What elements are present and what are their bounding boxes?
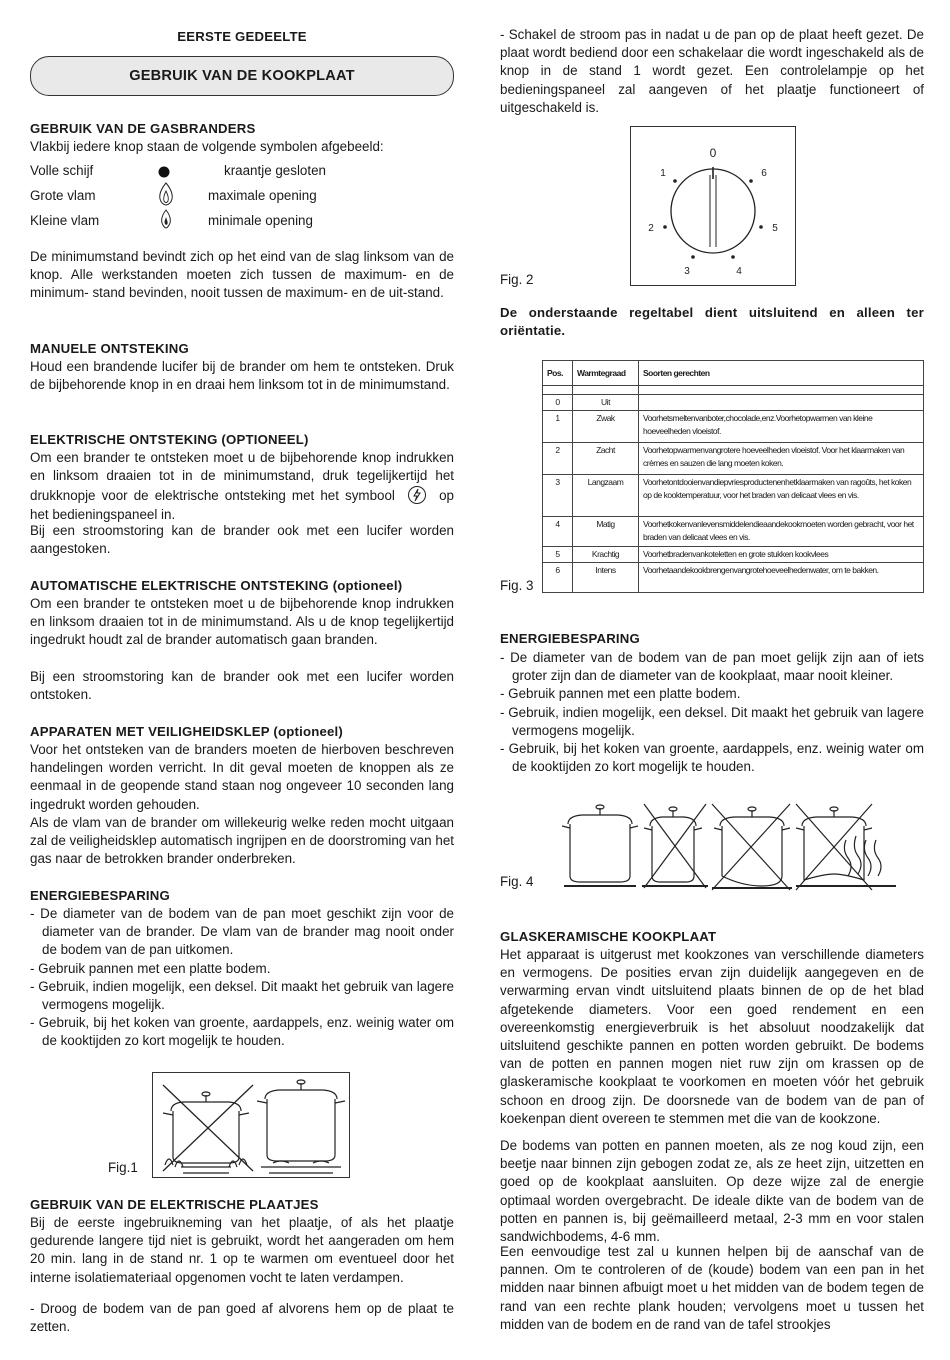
- list-item: - De diameter van de bodem van de pan moet geschikt zijn voor de diameter van de brander. De vlam van de brander mag nooit onder de bodem van de pan uitkomen.: [30, 906, 454, 958]
- list-item: - Gebruik, indien mogelijk, een deksel. Dit maakt het gebruik van lagere vermogens mogelijk.: [30, 978, 454, 1013]
- table-cell-warmte: Langzaam: [573, 475, 639, 517]
- table-cell-pos: 2: [543, 443, 573, 475]
- full-disc-icon: [158, 166, 170, 178]
- symbol-row-max: [30, 188, 454, 208]
- ignition-icon: [407, 485, 427, 505]
- table-row: [543, 411, 924, 443]
- main-title: GEBRUIK VAN DE KOOKPLAAT: [129, 68, 355, 84]
- safety-text2: Als de vlam van de brander om willekeurig welke reden mocht uitgaan zal de veiligheidsklep automatisch ingrijpen en de doorstroming van het gas naar de betrokken brander onderbreken.: [30, 815, 454, 867]
- dial-label-1: 1: [660, 168, 666, 179]
- table-header: Pos.: [543, 361, 573, 386]
- table-row: [543, 547, 924, 563]
- symbol-desc: kraantje gesloten: [224, 163, 326, 178]
- electric-text2: Bij een stroomstoring kan de brander ook met een lucifer worden aangestoken.: [30, 523, 454, 557]
- list-item: - Gebruik, bij het koken van groente, aardappels, enz. weinig water om de kooktijden zo kort mogelijk te houden.: [30, 1015, 454, 1049]
- gas-heading: GEBRUIK VAN DE GASBRANDERS: [30, 121, 256, 136]
- table-cell-warmte: Uit: [573, 395, 639, 411]
- energy-heading-right: ENERGIEBESPARING: [500, 631, 640, 646]
- symbol-name: Kleine vlam: [30, 213, 100, 228]
- list-item: - De diameter van de bodem van de pan moet gelijk zijn aan of iets groter zijn dan de diameter van de kookplaat, maar nooit kleiner.: [500, 650, 924, 684]
- small-flame-icon: [160, 209, 172, 229]
- table-cell-warmte: Krachtig: [573, 547, 639, 563]
- dial-label-2: 2: [648, 223, 654, 234]
- dial-label-5: 5: [772, 223, 778, 234]
- table-cell-warmte: Zacht: [573, 443, 639, 475]
- table-cell-warmte: Matig: [573, 517, 639, 547]
- table-cell-text: Voorhetbradenvankoteletten en grote stukken kookvlees: [639, 547, 924, 563]
- table-header-row: [543, 361, 924, 386]
- large-flame-icon: [158, 182, 174, 206]
- fig1-label: Fig.1: [108, 1160, 138, 1175]
- fig2-dial: [630, 126, 796, 286]
- manual-text: Houd een brandende lucifer bij de brander om hem te ontsteken. Druk de bijbehorende knop in en draai hem linksom tot in de minimumstand.: [30, 359, 454, 393]
- table-cell-text: Voorhetsmeltenvanboter,chocolade,enz.Voorhetopwarmen van kleine hoeveelheden vloeistof.: [639, 411, 924, 443]
- table-cell-text: Voorhetaandekookbrengenvangrotehoeveelhedenwater, om te bakken.: [639, 563, 924, 593]
- table-cell-text: [639, 395, 924, 411]
- plates-text: Bij de eerste ingebruikneming van het plaatje, of als het plaatje gedurende langere tijd niet is gebruikt, wordt het aangeraden om hem 20 min. lang in de stand nr. 1 op te warmen om eventueel door het interne isolatiemateriaal opgenomen vocht te laten verdampen.: [30, 1215, 454, 1285]
- table-row: [543, 563, 924, 593]
- gas-text: De minimumstand bevindt zich op het eind van de slag linksom van de knop. Alle werkstanden moeten zich tussen de maximum- en de minimum- stand bevinden, nooit tussen de maximum- en de uit-stand.: [30, 249, 454, 301]
- electric-text-b: op het bedieningspaneel in.: [30, 488, 454, 522]
- fig2-label: Fig. 2: [500, 272, 534, 287]
- fig3-label: Fig. 3: [500, 578, 534, 593]
- energy-list: [30, 905, 454, 1051]
- table-cell-text: Voorhetopwarmenvangrotere hoeveelheden vloeistof. Voor het klaarmaken van crèmes en sauzen die lang moeten koken.: [639, 443, 924, 475]
- symbol-row-min: [30, 213, 454, 233]
- table-row: [543, 517, 924, 547]
- plates-heading: GEBRUIK VAN DE ELEKTRISCHE PLAATJES: [30, 1197, 319, 1212]
- table-cell-warmte: Intens: [573, 563, 639, 593]
- right-intro: - Schakel de stroom pas in nadat u de pan op de plaat heeft gezet. De plaat wordt bediend door een schakelaar die wordt ingeschakeld als de knop in de stand 1 wordt gezet. Een controlelampje op het bedieningspaneel zal aangeven of het plaatje functioneert of uitgeschakeld is.: [500, 27, 924, 115]
- table-cell-pos: 1: [543, 411, 573, 443]
- title-banner: [30, 56, 454, 96]
- table-row: [543, 443, 924, 475]
- symbol-desc: maximale opening: [208, 188, 317, 203]
- table-cell-pos: 6: [543, 563, 573, 593]
- table-row: [543, 475, 924, 517]
- auto-heading: AUTOMATISCHE ELEKTRISCHE ONTSTEKING (optioneel): [30, 578, 403, 593]
- table-cell-pos: 3: [543, 475, 573, 517]
- dial-label-3: 3: [684, 266, 690, 277]
- fig4-image: [562, 800, 898, 892]
- section-header: EERSTE GEDEELTE: [177, 29, 307, 44]
- glass-heading: GLASKERAMISCHE KOOKPLAAT: [500, 929, 717, 944]
- symbol-name: Volle schijf: [30, 163, 94, 178]
- list-item: - Gebruik, indien mogelijk, een deksel. Dit maakt het gebruik van lagere vermogens mogelijk.: [500, 704, 924, 738]
- list-item: - Gebruik, bij het koken van groente, aardappels, enz. weinig water om de kooktijden zo kort mogelijk te houden.: [500, 741, 924, 775]
- symbol-row-closed: [30, 163, 454, 183]
- table-cell-text: Voorhetontdooienvandiepvriesproductenenhetklaarmaken van ragoûts, het koken op de kooktemperatuur, voor het braden van delicaat vlees en vis.: [639, 475, 924, 517]
- glass-text2: De bodems van potten en pannen moeten, als ze nog koud zijn, een beetje naar binnen zijn gebogen zodat ze, als ze heet zijn, uitzetten en goed op de kookplaat aansluiten. Op deze wijze zal de energie optimaal worden overgebracht. De ideale dikte van de bodem van de potten en pannen is, bij geëmailleerd metaal, 2-3 mm en voor stalen sandwichbodems, 4-6 mm.: [500, 1138, 924, 1245]
- regulation-table: [542, 360, 924, 593]
- fig1-image: [152, 1072, 350, 1178]
- glass-text: Het apparaat is uitgerust met kookzones van verschillende diameters en vermogens. De posities ervan zijn duidelijk aangegeven en de verwarming ervan vindt uitsluitend plaats binnen de op de het blad afgetekende diameters. Voor een goed rendement en een overeenkomstig energieverbruik is het absoluut noodzakelijk dat uitsluitend geschikte pannen en potten worden gebruikt. De bodems van de potten en pannen mogen niet ruw zijn om krassen op de glaskeramische kookplaat te voorkomen en moeten vóór het gebruik schoon en droog zijn. De doorsnede van de bodem van de pan of koekenpan dient overeen te stemmen met die van de kookzone.: [500, 947, 924, 1126]
- auto-text: Om een brander te ontsteken moet u de bijbehorende knop indrukken en linksom draaien tot in de minimumstand. Als u de knop tegelijkertijd ingedrukt houdt zal de brander automatisch gaan branden.: [30, 596, 454, 648]
- table-note: De onderstaande regeltabel dient uitsluitend en alleen ter oriëntatie.: [500, 305, 924, 338]
- electric-heading: ELEKTRISCHE ONTSTEKING (OPTIONEEL): [30, 432, 309, 447]
- symbol-name: Grote vlam: [30, 188, 96, 203]
- list-item: - Gebruik pannen met een platte bodem.: [500, 686, 741, 702]
- plates-text2: - Droog de bodem van de pan goed af alvorens hem op de plaat te zetten.: [30, 1301, 454, 1335]
- gas-intro: Vlakbij iedere knop staan de volgende symbolen afgebeeld:: [30, 139, 384, 154]
- table-cell-text: Voorhetkokenvanlevensmiddelendieaandekookmoeten worden gebracht, voor het braden van delicaat vlees en vis.: [639, 517, 924, 547]
- glass-text3: Een eenvoudige test zal u kunnen helpen bij de aanschaf van de pannen. Om te controleren of de (koude) bodem van een pan in het midden naar binnen afbuigt moet u het midden van de bodem tegen de rand van een rechte plank houden; vervolgens moet u tussen het midden van de bodem en de rand van de tafel strookjes: [500, 1244, 924, 1332]
- table-header: Soorten gerechten: [639, 361, 924, 386]
- dial-label-6: 6: [761, 168, 767, 179]
- table-cell-pos: 5: [543, 547, 573, 563]
- auto-text2: Bij een stroomstoring kan de brander ook met een lucifer worden ontstoken.: [30, 669, 454, 703]
- dial-label-4: 4: [736, 266, 742, 277]
- table-cell-warmte: Zwak: [573, 411, 639, 443]
- safety-text: Voor het ontsteken van de branders moeten de hierboven beschreven handelingen worden verricht. In dit geval moeten de knoppen als ze eenmaal in de geopende stand staan nog ongeveer 10 seconden lang ingedrukt worden gehouden.: [30, 742, 454, 812]
- list-item: - Gebruik pannen met een platte bodem.: [30, 960, 271, 976]
- manual-heading: MANUELE ONTSTEKING: [30, 341, 189, 356]
- fig4-label: Fig. 4: [500, 874, 534, 889]
- energy-heading: ENERGIEBESPARING: [30, 888, 170, 903]
- dial-label-0: 0: [709, 146, 717, 160]
- energy-list-right: [500, 649, 924, 776]
- safety-heading: APPARATEN MET VEILIGHEIDSKLEP (optioneel): [30, 724, 343, 739]
- electric-text: [30, 449, 454, 524]
- table-header: Warmtegraad: [573, 361, 639, 386]
- symbol-desc: minimale opening: [208, 213, 313, 228]
- table-row: [543, 395, 924, 411]
- electric-text-a: Om een brander te ontsteken moet u de bijbehorende knop indrukken en linksom draaien tot in de minimumstand, druk tegelijkertijd het drukknopje voor de elektrische ontsteking met het symbool: [30, 450, 454, 504]
- table-cell-pos: 4: [543, 517, 573, 547]
- table-cell-pos: 0: [543, 395, 573, 411]
